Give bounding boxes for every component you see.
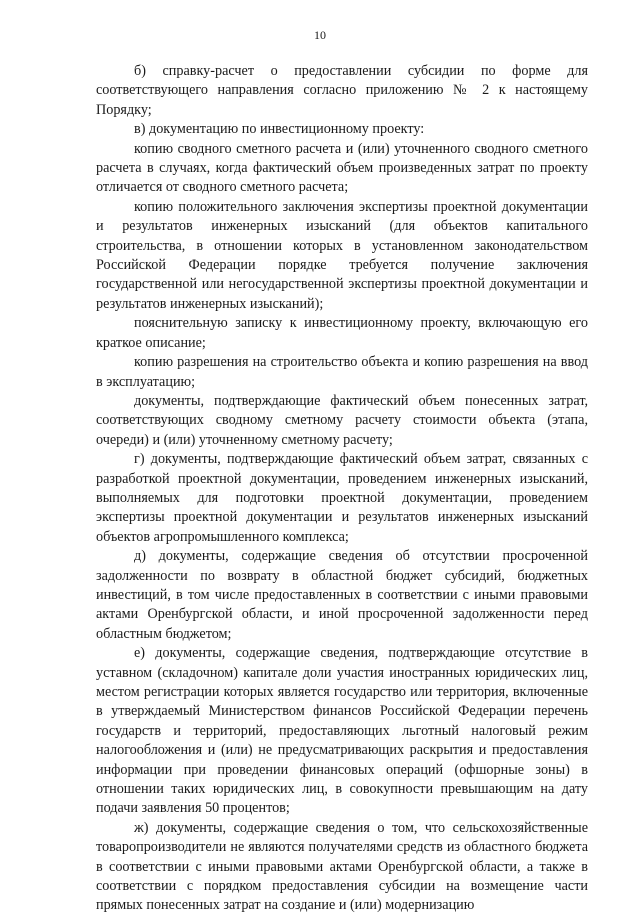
paragraph-v-item-4: копию разрешения на строительство объекта и копию разрешения на ввод в эксплуатацию; bbox=[96, 354, 588, 390]
paragraph-g: г) документы, подтверждающие фактический объем затрат, связанных с разработкой проектной документации, проведением инженерных изысканий, выполняемых для подготовки проектной документации, проведением экспертизы проектной документации и результатов инженерных изысканий объектов агропромышленного комплекса; bbox=[96, 451, 588, 545]
paragraph-d: д) документы, содержащие сведения об отсутствии просроченной задолженности по возврату в областной бюджет субсидий, бюджетных инвестиций, в том числе предоставленных в соответствии с иными правовыми актами Оренбургской области, и иной просроченной задолженности перед областным бюджетом; bbox=[96, 548, 588, 642]
paragraph-v-item-1: копию сводного сметного расчета и (или) уточненного сводного сметного расчета в случаях, когда фактический объем произведенных затрат по проекту отличается от сводного сметного расчета; bbox=[96, 140, 588, 196]
paragraph-e: е) документы, содержащие сведения, подтверждающие отсутствие в уставном (складочном) капитале доли участия иностранных юридических лиц, местом регистрации которых является государство или территория, включенные в утверждаемый Министерством финансов Российской Федерации перечень государств и территорий, предоставляющих льготный налоговый режим налогообложения и (или) не предусматривающих раскрытия и предоставления информации при проведении финансовых операций (офшорные зоны) в отношении таких юридических лиц, в совокупности превышающим на дату подачи заявления 50 процентов; bbox=[96, 645, 588, 817]
paragraph-v-item-5: документы, подтверждающие фактический объем понесенных затрат, соответствующих сводному сметному расчету стоимости объекта (этапа, очереди) и (или) уточненному сметному расчету; bbox=[96, 392, 588, 448]
paragraph-v-item-2: копию положительного заключения экспертизы проектной документации и результатов инженерных изысканий (для объектов капитального строительства, в отношении которых в установленном законодательством Российской Федерации порядке требуется получение заключения государственной или негосударственной экспертизы проектной документации и результатов инженерных изысканий); bbox=[96, 198, 588, 312]
paragraph-b: б) справку-расчет о предоставлении субсидии по форме для соответствующего направления согласно приложению № 2 к настоящему Порядку; bbox=[96, 63, 588, 118]
document-body bbox=[96, 62, 588, 916]
paragraph-zh: ж) документы, содержащие сведения о том, что сельскохозяйственные товаропроизводители не являются получателями средств из областного бюджета в соответствии с иными правовыми актами Оренбургской области, а также в соответствии с порядком предоставления субсидии на возмещение части прямых понесенных затрат на создание и (или) модернизацию bbox=[96, 819, 588, 914]
page-number: 10 bbox=[314, 28, 326, 42]
paragraph-v-item-3: пояснительную записку к инвестиционному проекту, включающую его краткое описание; bbox=[96, 315, 588, 351]
paragraph-v: в) документацию по инвестиционному проекту: bbox=[134, 121, 425, 138]
